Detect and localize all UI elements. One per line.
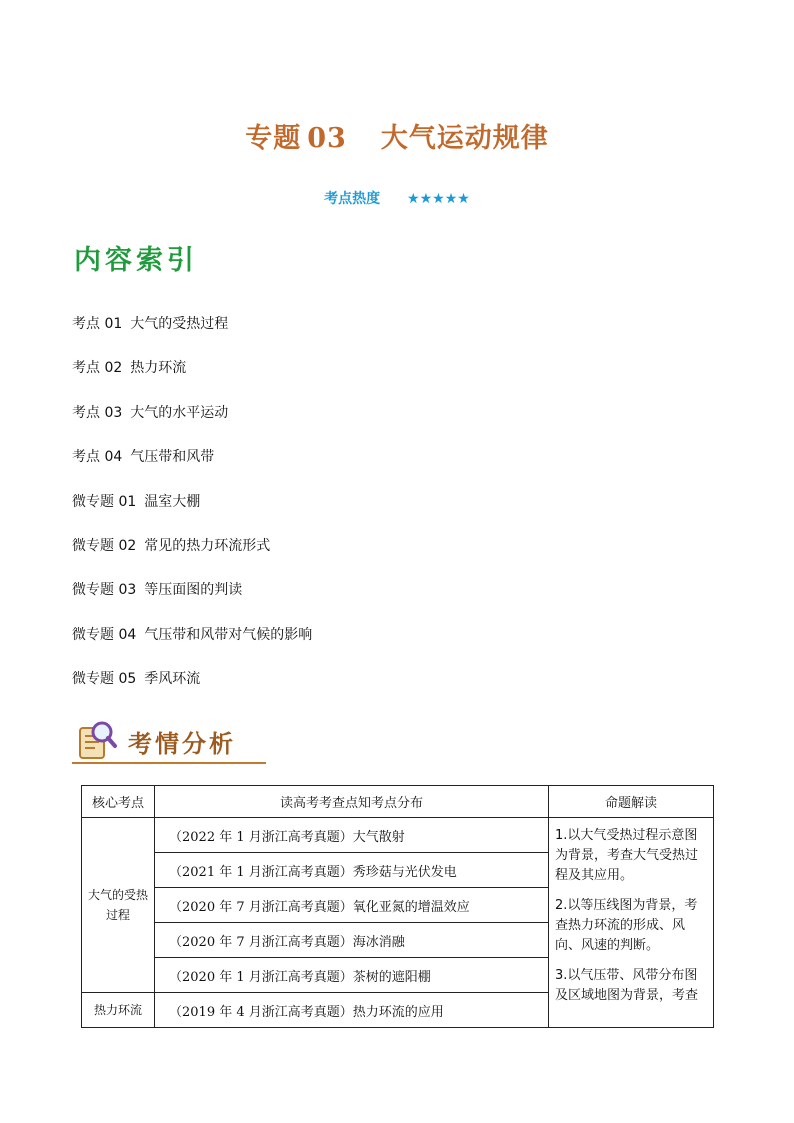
- heat-label: 考点热度: [324, 191, 381, 207]
- index-item: [72, 403, 312, 447]
- index-item: [72, 580, 312, 624]
- topic-cell: 大气的受热过程: [82, 818, 155, 993]
- heading-underline: [72, 762, 266, 764]
- source-cell: （2021 年 1 月浙江高考真题）秀珍菇与光伏发电: [155, 853, 549, 888]
- index-item: [72, 536, 312, 580]
- source-cell: （2019 年 4 月浙江高考真题）热力环流的应用: [155, 993, 549, 1028]
- analysis-heading: [72, 714, 272, 768]
- column-header: 命题解读: [549, 786, 714, 818]
- index-item-code: 考点 04: [72, 449, 123, 466]
- index-item: [72, 447, 312, 491]
- column-header: 读高考考查点知考点分布: [155, 786, 549, 818]
- index-item-code: 考点 03: [72, 404, 123, 421]
- magnifier-document-icon: [74, 718, 118, 762]
- index-item-text: 气压带和风带对气候的影响: [144, 626, 313, 643]
- star-rating-icon: ★★★★★: [407, 191, 470, 207]
- index-item-text: 常见的热力环流形式: [144, 537, 271, 554]
- index-item-text: 大气的水平运动: [130, 404, 229, 421]
- index-item-text: 等压面图的判读: [144, 582, 243, 599]
- index-item: [72, 358, 312, 402]
- interpretation-paragraph: 1.以大气受热过程示意图为背景，考查大气受热过程及其应用。: [555, 828, 699, 883]
- title-number: 03: [307, 123, 347, 154]
- index-item-code: 考点 01: [72, 316, 123, 332]
- analysis-table: [81, 785, 714, 1028]
- page-title: [0, 116, 794, 155]
- topic-cell: 热力环流: [82, 993, 155, 1028]
- source-cell: （2020 年 7 月浙江高考真题）氧化亚氮的增温效应: [155, 888, 549, 923]
- source-cell: （2022 年 1 月浙江高考真题）大气散射: [155, 818, 549, 853]
- index-item-code: 考点 02: [72, 360, 123, 377]
- index-item-text: 热力环流: [130, 360, 187, 377]
- index-item: [72, 492, 312, 536]
- index-item-text: 季风环流: [144, 671, 201, 688]
- index-item: [72, 625, 312, 669]
- title-prefix: 专题: [245, 123, 302, 154]
- analysis-heading-text: 考情分析: [128, 729, 236, 758]
- heat-rating: [0, 188, 794, 208]
- index-item-code: 微专题 04: [72, 626, 137, 643]
- title-name: 大气运动规律: [380, 123, 549, 154]
- table-header-row: [82, 786, 714, 818]
- index-item: [72, 669, 312, 713]
- index-item-code: 微专题 01: [72, 493, 137, 510]
- interpretation-cell: [549, 818, 714, 1028]
- index-item-text: 气压带和风带: [130, 449, 215, 466]
- index-heading: 内容索引: [74, 245, 198, 276]
- interpretation-paragraph: 2.以等压线图为背景，考查热力环流的形成、风向、风速的判断。: [555, 898, 698, 953]
- table-row: [82, 818, 714, 853]
- interpretation-paragraph: 3.以气压带、风带分布图及区域地图为背景，考查: [555, 968, 699, 1003]
- index-item-text: 温室大棚: [144, 493, 201, 510]
- index-list: [72, 314, 312, 714]
- index-item-code: 微专题 05: [72, 671, 137, 688]
- source-cell: （2020 年 7 月浙江高考真题）海冰消融: [155, 923, 549, 958]
- index-item-text: 大气的受热过程: [130, 316, 229, 332]
- index-item: [72, 314, 312, 358]
- index-item-code: 微专题 02: [72, 537, 137, 554]
- index-item-code: 微专题 03: [72, 582, 137, 599]
- column-header: 核心考点: [82, 786, 155, 818]
- source-cell: （2020 年 1 月浙江高考真题）茶树的遮阳棚: [155, 958, 549, 993]
